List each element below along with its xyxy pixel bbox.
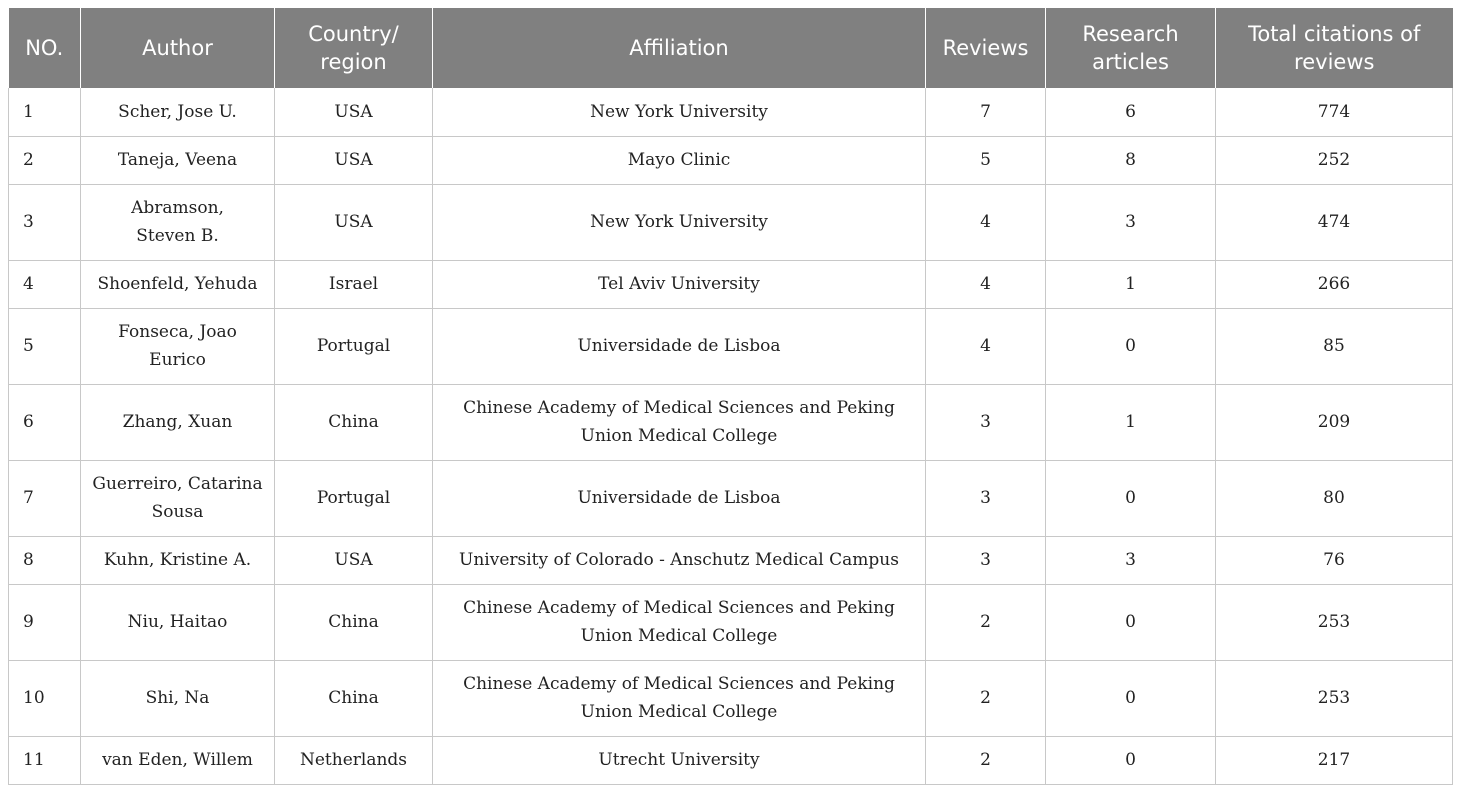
cell-no: 10 <box>9 660 81 736</box>
cell-author: Guerreiro, Catarina Sousa <box>81 460 275 536</box>
header-total-citations: Total citations of reviews <box>1216 8 1453 88</box>
cell-author: Scher, Jose U. <box>81 88 275 136</box>
cell-reviews: 4 <box>926 184 1046 260</box>
cell-reviews: 2 <box>926 584 1046 660</box>
cell-citations: 76 <box>1216 536 1453 584</box>
table-row <box>9 384 1453 460</box>
cell-citations: 774 <box>1216 88 1453 136</box>
cell-affiliation: New York University <box>433 184 926 260</box>
cell-research-articles: 3 <box>1046 536 1216 584</box>
cell-reviews: 7 <box>926 88 1046 136</box>
cell-country: Portugal <box>275 308 433 384</box>
cell-reviews: 2 <box>926 736 1046 784</box>
cell-author: Fonseca, Joao Eurico <box>81 308 275 384</box>
cell-country: USA <box>275 184 433 260</box>
cell-country: Netherlands <box>275 736 433 784</box>
cell-citations: 253 <box>1216 584 1453 660</box>
cell-affiliation: Chinese Academy of Medical Sciences and Peking Union Medical College <box>433 660 926 736</box>
cell-author: Shi, Na <box>81 660 275 736</box>
header-research-articles: Research articles <box>1046 8 1216 88</box>
cell-country: China <box>275 384 433 460</box>
cell-affiliation: Utrecht University <box>433 736 926 784</box>
header-affiliation: Affiliation <box>433 8 926 88</box>
cell-author: Zhang, Xuan <box>81 384 275 460</box>
table-row <box>9 136 1453 184</box>
cell-country: USA <box>275 536 433 584</box>
cell-research-articles: 0 <box>1046 460 1216 536</box>
cell-no: 5 <box>9 308 81 384</box>
cell-citations: 253 <box>1216 660 1453 736</box>
cell-citations: 252 <box>1216 136 1453 184</box>
cell-reviews: 5 <box>926 136 1046 184</box>
cell-research-articles: 0 <box>1046 308 1216 384</box>
cell-research-articles: 0 <box>1046 584 1216 660</box>
header-author: Author <box>81 8 275 88</box>
cell-no: 2 <box>9 136 81 184</box>
header-country-region: Country/ region <box>275 8 433 88</box>
cell-no: 11 <box>9 736 81 784</box>
cell-research-articles: 0 <box>1046 736 1216 784</box>
table-row <box>9 184 1453 260</box>
cell-author: Shoenfeld, Yehuda <box>81 260 275 308</box>
cell-no: 4 <box>9 260 81 308</box>
cell-research-articles: 8 <box>1046 136 1216 184</box>
cell-reviews: 3 <box>926 536 1046 584</box>
table-row <box>9 736 1453 784</box>
author-table-container <box>8 8 1452 785</box>
table-row <box>9 584 1453 660</box>
cell-affiliation: Mayo Clinic <box>433 136 926 184</box>
table-row <box>9 660 1453 736</box>
cell-affiliation: Tel Aviv University <box>433 260 926 308</box>
cell-citations: 209 <box>1216 384 1453 460</box>
cell-country: Israel <box>275 260 433 308</box>
cell-research-articles: 1 <box>1046 384 1216 460</box>
cell-research-articles: 3 <box>1046 184 1216 260</box>
table-header-row <box>9 8 1453 88</box>
cell-country: China <box>275 660 433 736</box>
cell-author: van Eden, Willem <box>81 736 275 784</box>
cell-country: USA <box>275 136 433 184</box>
cell-reviews: 2 <box>926 660 1046 736</box>
cell-affiliation: Chinese Academy of Medical Sciences and Peking Union Medical College <box>433 384 926 460</box>
cell-research-articles: 0 <box>1046 660 1216 736</box>
table-row <box>9 536 1453 584</box>
cell-country: USA <box>275 88 433 136</box>
cell-citations: 80 <box>1216 460 1453 536</box>
header-no: NO. <box>9 8 81 88</box>
table-row <box>9 460 1453 536</box>
cell-citations: 266 <box>1216 260 1453 308</box>
cell-research-articles: 1 <box>1046 260 1216 308</box>
cell-reviews: 4 <box>926 308 1046 384</box>
cell-no: 1 <box>9 88 81 136</box>
cell-no: 6 <box>9 384 81 460</box>
cell-citations: 85 <box>1216 308 1453 384</box>
header-reviews: Reviews <box>926 8 1046 88</box>
cell-country: China <box>275 584 433 660</box>
cell-affiliation: Universidade de Lisboa <box>433 460 926 536</box>
table-row <box>9 260 1453 308</box>
cell-no: 8 <box>9 536 81 584</box>
cell-country: Portugal <box>275 460 433 536</box>
author-table <box>8 8 1453 785</box>
cell-reviews: 3 <box>926 460 1046 536</box>
cell-no: 3 <box>9 184 81 260</box>
cell-affiliation: Universidade de Lisboa <box>433 308 926 384</box>
cell-research-articles: 6 <box>1046 88 1216 136</box>
cell-citations: 474 <box>1216 184 1453 260</box>
cell-no: 7 <box>9 460 81 536</box>
cell-author: Taneja, Veena <box>81 136 275 184</box>
cell-author: Abramson, Steven B. <box>81 184 275 260</box>
table-row <box>9 308 1453 384</box>
cell-affiliation: New York University <box>433 88 926 136</box>
cell-affiliation: University of Colorado - Anschutz Medical Campus <box>433 536 926 584</box>
cell-author: Niu, Haitao <box>81 584 275 660</box>
cell-affiliation: Chinese Academy of Medical Sciences and Peking Union Medical College <box>433 584 926 660</box>
cell-reviews: 4 <box>926 260 1046 308</box>
cell-author: Kuhn, Kristine A. <box>81 536 275 584</box>
cell-reviews: 3 <box>926 384 1046 460</box>
cell-no: 9 <box>9 584 81 660</box>
table-row <box>9 88 1453 136</box>
cell-citations: 217 <box>1216 736 1453 784</box>
